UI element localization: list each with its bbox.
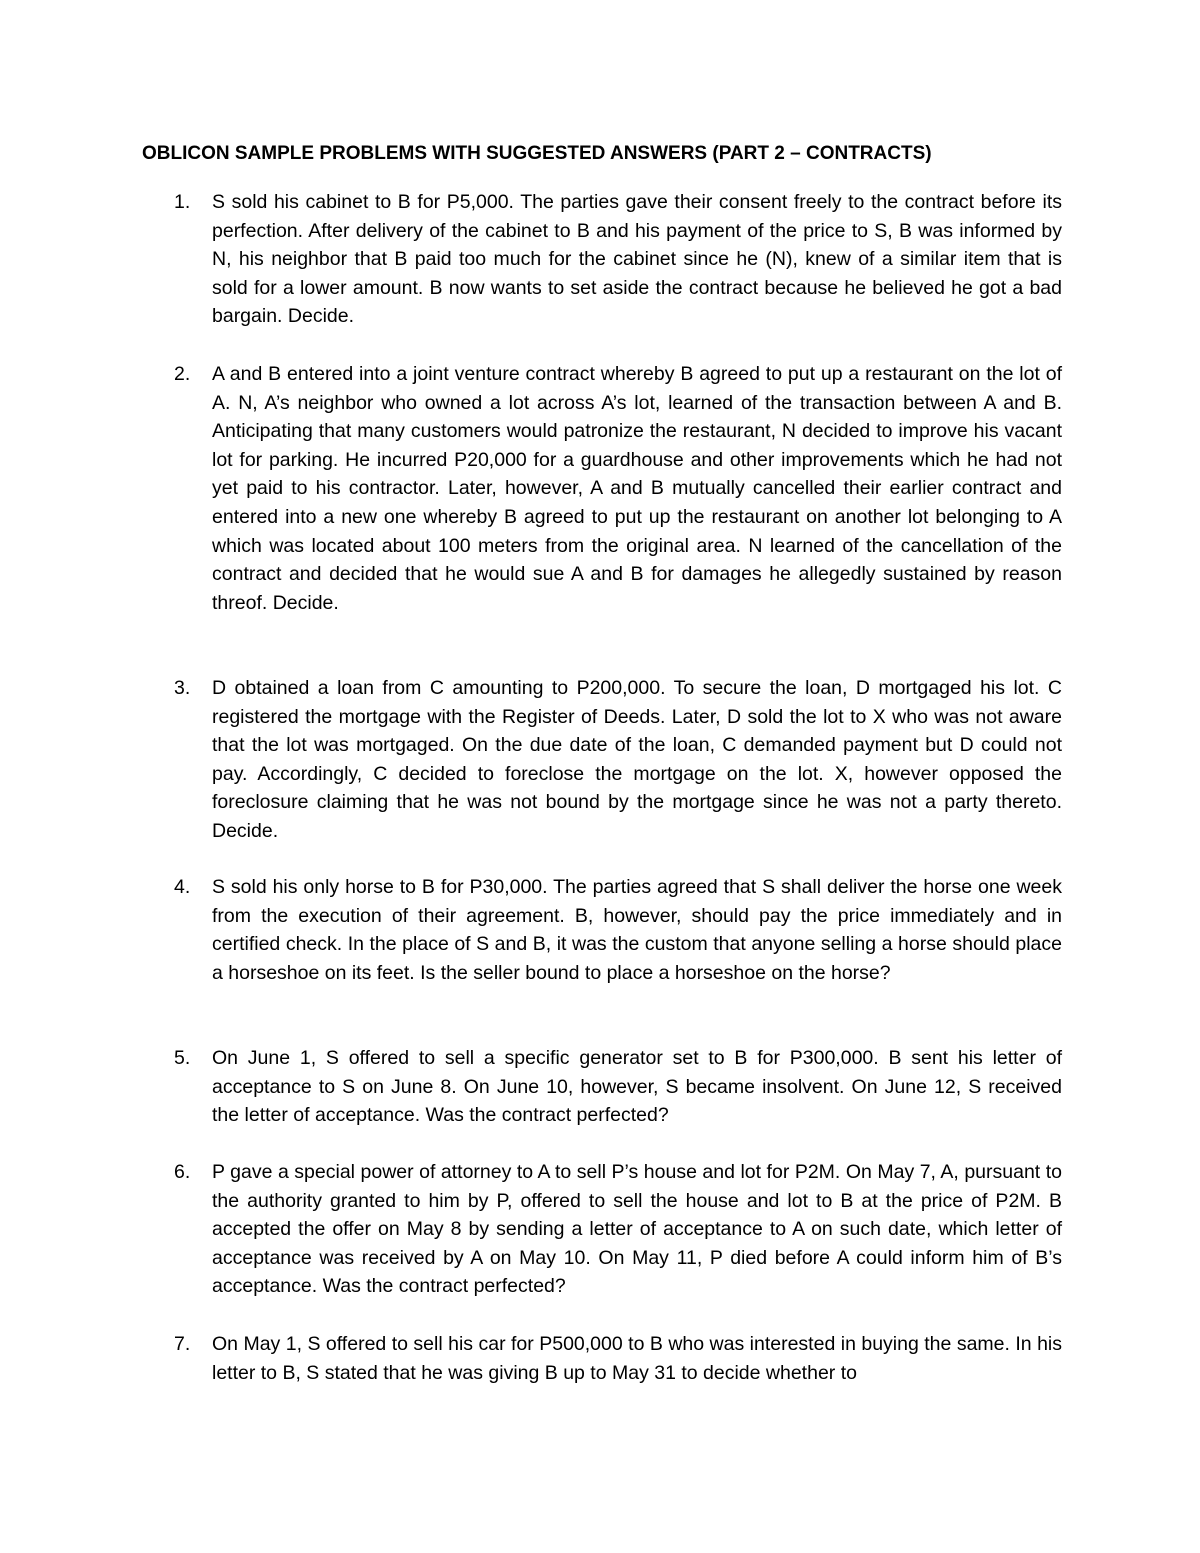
problem-text: A and B entered into a joint venture contract whereby B agreed to put up a restaurant on the lot of A. N, A’s neighbor who owned a lot across A’s lot, learned of the transaction between A and B. Anticipating that many customers would patronize the restaurant, N decided to improve his vacant lot for parking. He incurred P20,000 for a guardhouse and other improvements which he had not yet paid to his contractor. Later, however, A and B mutually cancelled their earlier contract and entered into a new one whereby B agreed to put up the restaurant on another lot belonging to A which was located about 100 meters from the original area. N learned of the cancellation of the contract and decided that he would sue A and B for damages he allegedly sustained by reason threof. Decide. bbox=[212, 363, 1062, 614]
problem-number: 2. bbox=[174, 363, 191, 385]
problem-item bbox=[142, 1044, 1062, 1130]
problem-number: 6. bbox=[174, 1161, 191, 1183]
problem-item bbox=[142, 1330, 1062, 1387]
problem-text: D obtained a loan from C amounting to P200,000. To secure the loan, D mortgaged his lot. C registered the mortgage with the Register of Deeds. Later, D sold the lot to X who was not aware that the lot was mortgaged. On the due date of the loan, C demanded payment but D could not pay. Accordingly, C decided to foreclose the mortgage on the lot. X, however opposed the foreclosure claiming that he was not bound by the mortgage since he was not a party thereto. Decide. bbox=[212, 677, 1062, 842]
problem-number: 5. bbox=[174, 1047, 191, 1069]
problem-item bbox=[142, 360, 1062, 617]
problem-number: 3. bbox=[174, 677, 191, 699]
problem-text: On May 1, S offered to sell his car for P500,000 to B who was interested in buying the same. In his letter to B, S stated that he was giving B up to May 31 to decide whether to bbox=[212, 1333, 1062, 1384]
problem-item bbox=[142, 873, 1062, 987]
problem-text: P gave a special power of attorney to A to sell P’s house and lot for P2M. On May 7, A, pursuant to the authority granted to him by P, offered to sell the house and lot to B at the price of P2M. B accepted the offer on May 8 by sending a letter of acceptance to A on such date, which letter of acceptance was received by A on May 10. On May 11, P died before A could inform him of B’s acceptance. Was the contract perfected? bbox=[212, 1161, 1062, 1298]
problem-number: 4. bbox=[174, 876, 191, 898]
problem-text: S sold his only horse to B for P30,000. The parties agreed that S shall deliver the horse one week from the execution of their agreement. B, however, should pay the price immediately and in certified check. In the place of S and B, it was the custom that anyone selling a horse should place a horseshoe on its feet. Is the seller bound to place a horseshoe on the horse? bbox=[212, 876, 1062, 984]
problem-number: 7. bbox=[174, 1333, 191, 1355]
document-title: OBLICON SAMPLE PROBLEMS WITH SUGGESTED ANSWERS (PART 2 – CONTRACTS) bbox=[142, 143, 932, 164]
problem-item bbox=[142, 674, 1062, 846]
problem-item bbox=[142, 188, 1062, 331]
problem-text: On June 1, S offered to sell a specific generator set to B for P300,000. B sent his letter of acceptance to S on June 8. On June 10, however, S became insolvent. On June 12, S received the letter of acceptance. Was the contract perfected? bbox=[212, 1047, 1062, 1127]
problem-number: 1. bbox=[174, 191, 191, 213]
problem-text: S sold his cabinet to B for P5,000. The parties gave their consent freely to the contract before its perfection. After delivery of the cabinet to B and his payment of the price to S, B was informed by N, his neighbor that B paid too much for the cabinet since he (N), knew of a similar item that is sold for a lower amount. B now wants to set aside the contract because he believed he got a bad bargain. Decide. bbox=[212, 191, 1062, 328]
problem-item bbox=[142, 1158, 1062, 1301]
